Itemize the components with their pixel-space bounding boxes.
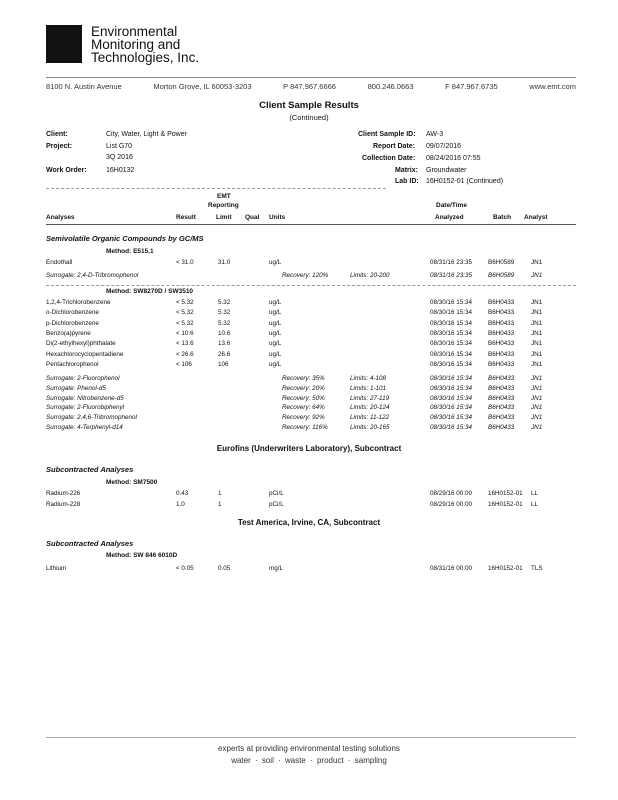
surrogate-recovery: Recovery: 64% [282,404,325,412]
analyte-analyst: LL [531,490,539,497]
surrogate-recovery: Recovery: 116% [282,424,328,431]
analyte-analyst: TLS [531,565,543,572]
analyte-units: ug/L [269,340,282,348]
analyte-limit: 5.32 [218,319,231,327]
surrogate-analyzed: 08/30/16 15:34 [430,414,473,422]
lab-title-testamerica: Test America, Irvine, CA, Subcontract [237,518,381,527]
surrogate-analyst: JN1 [531,384,543,392]
analyte-units: ug/L [269,350,282,358]
analyte-name: o-Dichlorobenzene [46,309,99,317]
analyte-limit: 1 [218,500,222,508]
col-header-emt: EMT [217,193,231,200]
analyte-result: < 5.32 [176,309,194,317]
col-header-analyzed: Analyzed [435,214,464,221]
surrogate-limits: Limits: 20-165 [350,424,390,431]
surrogate-batch: B6H0433 [488,424,515,431]
table-header-rule [46,224,576,225]
analyte-limit: 31.0 [218,259,231,266]
company-tollfree: 800.246.0663 [367,82,414,91]
analyte-analyst: JN1 [531,309,543,317]
analyte-analyzed: 08/30/16 15:34 [430,350,473,358]
surrogate-name: Surrogate: 2-Fluorobiphenyl [46,404,125,412]
surrogate-batch: B6H0433 [488,394,515,402]
analyte-batch: B6H0433 [488,340,515,348]
method-e515: Method: E515.1 [106,248,154,255]
lab-id-label: Lab ID: [395,178,419,185]
section-title-testamerica: Subcontracted Analyses [46,539,134,548]
lab-id-value: 16H0152-01 (Continued) [426,178,504,185]
analyte-analyst: LL [531,500,539,508]
surrogate-limits: Limits: 20-200 [350,272,390,279]
surrogate-name: Surrogate: 2,4,6-Tribromophenol [46,414,137,422]
analyte-analyzed: 08/29/16 00:00 [430,500,473,508]
surrogate-batch: B6H0589 [488,272,515,279]
analyte-units: ug/L [269,309,282,317]
analyte-batch: 16H0152-01 [488,565,523,572]
analyte-name: Radium-228 [46,500,81,508]
lab-title-eurofins: Eurofins (Underwriters Laboratory), Subcontract [216,444,402,453]
analyte-name: Hexachlorocyclopentadiene [46,350,124,358]
report-date-value: 09/07/2016 [426,143,462,150]
surrogate-batch: B6H0433 [488,404,515,412]
surrogate-analyzed: 08/30/16 15:34 [430,404,473,412]
collection-date-label: Collection Date: [362,155,416,162]
analyte-analyzed: 08/30/16 15:34 [430,309,473,317]
analyte-analyst: JN1 [531,340,543,348]
sample-id-value: AW-3 [426,131,444,138]
project-value: List G70 [106,143,133,150]
analyte-analyzed: 08/30/16 15:34 [430,329,473,337]
analyte-batch: B6H0433 [488,309,515,317]
analyte-name: 1,2,4-Trichlorobenzene [46,299,111,306]
info-divider [46,188,386,189]
col-header-datetime: Date/Time [436,202,467,209]
analyte-limit: 5.32 [218,309,231,317]
surrogate-analyzed: 08/30/16 15:34 [430,375,473,382]
surrogate-analyzed: 08/30/16 15:34 [430,384,473,392]
analyte-result: < 5.32 [176,299,194,306]
analyte-units: mg/L [269,565,283,572]
analyte-units: ug/L [269,360,282,368]
analyte-units: pCi/L [269,490,284,497]
analyte-result: < 31.0 [176,259,194,266]
analyte-result: < 106 [176,360,192,368]
analyte-limit: 26.6 [218,350,231,358]
company-name-line2: Monitoring and [91,37,181,52]
surrogate-analyst: JN1 [531,414,543,422]
company-city: Morton Grove, IL 60053-3203 [153,82,252,91]
analyte-name: Di(2-ethylhexyl)phthalate [46,340,116,348]
surrogate-recovery: Recovery: 120% [282,272,329,279]
analyte-units: ug/L [269,319,282,327]
analyte-analyst: JN1 [531,350,543,358]
analyte-units: ug/L [269,329,282,337]
analyte-analyzed: 08/30/16 15:34 [430,319,473,327]
surrogate-recovery: Recovery: 35% [282,375,325,382]
surrogate-batch: B6H0433 [488,384,515,392]
col-header-analyses: Analyses [46,214,75,221]
analyte-result: 0.43 [176,490,189,497]
surrogate-batch: B6H0433 [488,375,515,382]
footer-keywords: water · soil · waste · product · sampling [231,756,387,765]
surrogate-analyst: JN1 [531,272,543,279]
surrogate-analyst: JN1 [531,424,543,431]
surrogate-limits: Limits: 11-122 [350,414,390,422]
analyte-result: < 5.32 [176,319,194,327]
analyte-name: Pentachlorophenol [46,360,99,368]
method-sm7500: Method: SM7500 [106,479,158,486]
analyte-result: < 13.6 [176,340,194,348]
method-sw8270d: Method: SW8270D / SW3510 [106,288,194,295]
report-title: Client Sample Results [259,100,359,111]
analyte-batch: B6H0433 [488,319,515,327]
analyte-batch: B6H0433 [488,329,515,337]
project-label: Project: [46,143,73,150]
analyte-units: ug/L [269,299,282,306]
surrogate-limits: Limits: 4-108 [350,375,387,382]
company-phone: P 847.967.6666 [283,82,336,91]
section-title-eurofins: Subcontracted Analyses [46,465,134,474]
report-subtitle: (Continued) [289,113,329,122]
analyte-units: ug/L [269,259,282,266]
analyte-batch: B6H0433 [488,350,515,358]
col-header-result: Result [176,214,196,221]
analyte-name: p-Dichlorobenzene [46,319,99,327]
analyte-analyst: JN1 [531,360,543,368]
company-address: 8100 N. Austin Avenue [46,82,122,91]
client-label: Client: [46,131,68,138]
analyte-analyzed: 08/31/16 00:00 [430,565,473,572]
analyte-limit: 10.6 [218,329,231,337]
col-header-limit: Limit [216,214,232,221]
surrogate-analyst: JN1 [531,375,543,382]
collection-date-value: 08/24/2016 07:55 [426,155,481,162]
surrogate-analyzed: 08/30/16 15:34 [430,394,473,402]
surrogate-name: Surrogate: 4-Terphenyl-d14 [46,424,123,431]
company-fax: F 847.967.6735 [445,82,498,91]
analyte-analyst: JN1 [531,329,543,337]
analyte-limit: 0.05 [218,565,231,572]
analyte-limit: 106 [218,360,229,368]
surrogate-limits: Limits: 1-101 [350,384,387,392]
surrogate-name: Surrogate: 2,4-D-Tribromophenol [46,272,139,279]
report-date-label: Report Date: [373,143,416,150]
surrogate-name: Surrogate: Phenol-d5 [46,384,106,392]
company-name-line3: Technologies, Inc. [91,50,200,65]
analyte-analyzed: 08/31/16 23:35 [430,259,473,266]
surrogate-analyzed: 08/31/16 23:35 [430,272,473,279]
analyte-batch: 16H0152-01 [488,490,523,497]
col-header-units: Units [269,214,286,221]
analyte-batch: B6H0433 [488,299,515,306]
footer-tagline: experts at providing environmental testing solutions [218,744,400,753]
surrogate-recovery: Recovery: 20% [282,384,325,392]
analyte-name: Radium-226 [46,490,81,497]
analyte-limit: 1 [218,490,222,497]
analyte-result: < 26.6 [176,350,194,358]
analyte-analyzed: 08/29/16 00:00 [430,490,473,497]
surrogate-analyzed: 08/30/16 15:34 [430,424,473,431]
surrogate-limits: Limits: 20-124 [350,404,390,412]
surrogate-name: Surrogate: Nitrobenzene-d5 [46,394,124,402]
analyte-result: 1.0 [176,500,185,508]
surrogate-name: Surrogate: 2-Fluorophenol [46,375,120,382]
method-sw846: Method: SW 846 6010D [106,552,178,559]
analyte-batch: B6H0433 [488,360,515,368]
analyte-name: Benzo(a)pyrene [46,329,91,337]
work-order-label: Work Order: [46,167,87,174]
analyte-analyzed: 08/30/16 15:34 [430,360,473,368]
analyte-result: < 0.05 [176,565,194,572]
analyte-limit: 5.32 [218,299,231,306]
analyte-batch: 16H0152-01 [488,500,523,508]
sample-info-block [0,0,618,185]
section-title-svoc: Semivolatile Organic Compounds by GC/MS [46,234,204,243]
analyte-result: < 10.6 [176,329,194,337]
analyte-units: pCi/L [269,500,284,508]
company-name-line1: Environmental [91,24,178,39]
col-header-analyst: Analyst [524,214,548,221]
analyte-analyst: JN1 [531,319,543,327]
analyte-analyzed: 08/30/16 15:34 [430,299,473,306]
work-order-value: 16H0132 [106,167,135,174]
sample-id-label: Client Sample ID: [358,131,416,138]
analyte-batch: B6H0589 [488,259,515,266]
surrogate-limits: Limits: 27-119 [350,394,390,402]
analyte-limit: 13.6 [218,340,231,348]
analyte-name: Lithium [46,565,67,572]
col-header-qual: Qual [245,214,260,221]
surrogate-recovery: Recovery: 92% [282,414,325,422]
analyte-analyzed: 08/30/16 15:34 [430,340,473,348]
col-header-batch: Batch [493,214,512,221]
matrix-label: Matrix: [395,167,418,174]
project-period: 3Q 2016 [106,154,133,161]
client-value: City, Water, Light & Power [106,131,187,138]
analyte-name: Endothall [46,259,73,266]
svoc-divider [46,285,576,286]
matrix-value: Groundwater [426,167,467,174]
surrogate-recovery: Recovery: 50% [282,394,325,402]
col-header-reporting: Reporting [208,202,239,209]
surrogate-analyst: JN1 [531,394,543,402]
company-website: www.emt.com [529,82,576,91]
analyte-analyst: JN1 [531,299,543,306]
surrogate-analyst: JN1 [531,404,543,412]
surrogate-batch: B6H0433 [488,414,515,422]
analyte-analyst: JN1 [531,259,543,266]
footer-divider [46,737,576,738]
